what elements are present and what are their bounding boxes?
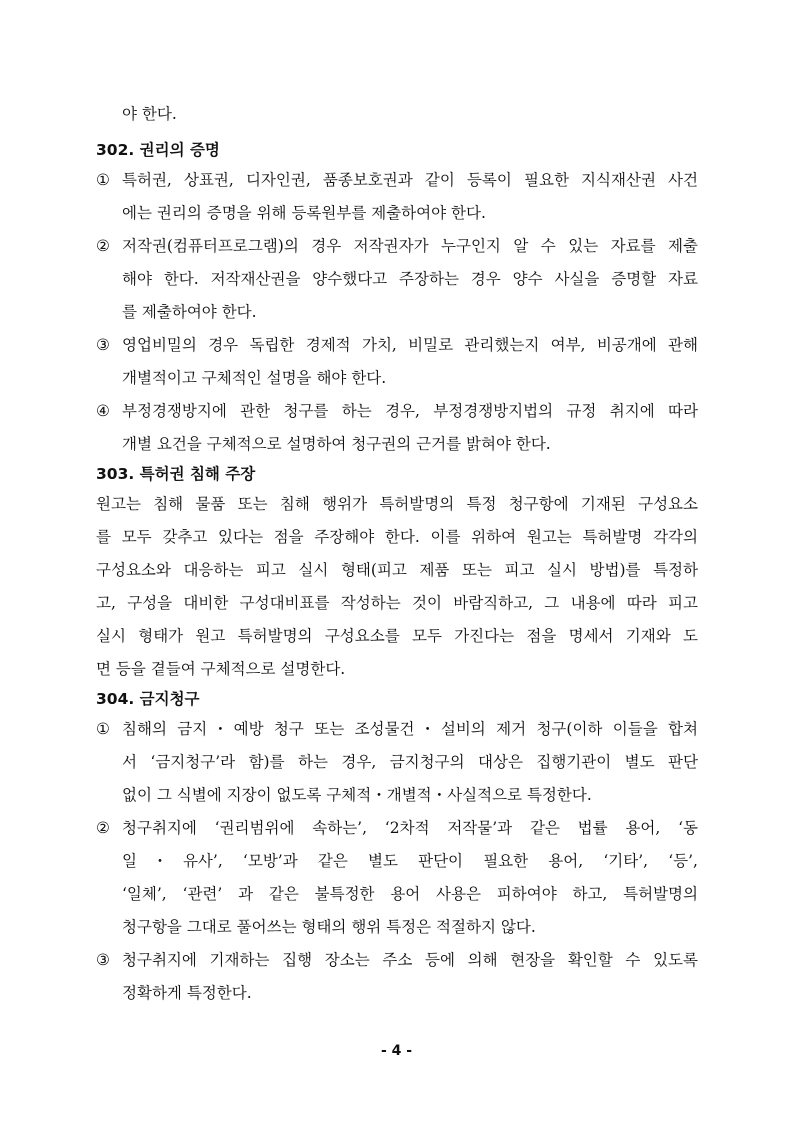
text-line: 개별적이고 구체적인 설명을 해야 한다. xyxy=(122,369,387,387)
text-line: 해야 한다. 저작재산권을 양수했다고 주장하는 경우 양수 사실을 증명할 자료 xyxy=(122,270,698,288)
text-line: 저작권(컴퓨터프로그램)의 경우 저작권자가 누구인지 알 수 있는 자료를 제출 xyxy=(122,237,698,255)
text-line: 청구항을 그대로 풀어쓰는 형태의 행위 특정은 적절하지 않다. xyxy=(122,918,536,936)
list-number: ④ xyxy=(96,402,110,420)
list-number: ② xyxy=(96,819,110,837)
list-number: ③ xyxy=(96,951,110,969)
list-number: ① xyxy=(96,171,110,189)
text-line: 영업비밀의 경우 독립한 경제적 가치, 비밀로 관리했는지 여부, 비공개에 관해 xyxy=(122,336,698,354)
text-line: 원고는 침해 물품 또는 침해 행위가 특허발명의 특정 청구항에 기재된 구성요소 xyxy=(96,495,698,513)
page-number: - 4 - xyxy=(380,1043,413,1059)
text-line: 를 제출하여야 한다. xyxy=(122,303,257,321)
text-line: 를 모두 갖추고 있다는 점을 주장해야 한다. 이를 위하여 원고는 특허발명 각각의 xyxy=(96,528,698,546)
section-heading-303: 303. 특허권 침해 주장 xyxy=(96,465,256,483)
text-line: 실시 형태가 원고 특허발명의 구성요소를 모두 가진다는 점을 명세서 기재와 도 xyxy=(96,627,698,645)
text-line: 면 등을 곁들여 구체적으로 설명한다. xyxy=(96,660,346,678)
list-number: ① xyxy=(96,720,110,738)
text-line: 침해의 금지・예방 청구 또는 조성물건・설비의 제거 청구(이하 이들을 합쳐 xyxy=(122,720,698,738)
list-item xyxy=(96,230,698,263)
text-line: 서 ‘금지청구’라 함)를 하는 경우, 금지청구의 대상은 집행기관이 별도 판단 xyxy=(122,753,698,771)
list-item xyxy=(96,164,698,197)
text-line: 개별 요건을 구체적으로 설명하여 청구권의 근거를 밝혀야 한다. xyxy=(122,435,551,453)
list-item xyxy=(96,944,698,977)
text-line: 야 한다. xyxy=(122,105,177,123)
list-item xyxy=(96,395,698,428)
section-heading-304: 304. 금지청구 xyxy=(96,690,200,708)
text-line: 구성요소와 대응하는 피고 실시 형태(피고 제품 또는 피고 실시 방법)를 특정하 xyxy=(96,561,698,579)
list-item xyxy=(96,812,698,845)
text-line: 특허권, 상표권, 디자인권, 품종보호권과 같이 등록이 필요한 지식재산권 사건 xyxy=(122,171,698,189)
text-line: 청구취지에 기재하는 집행 장소는 주소 등에 의해 현장을 확인할 수 있도록 xyxy=(122,951,698,969)
list-item xyxy=(96,713,698,746)
text-line: 고, 구성을 대비한 구성대비표를 작성하는 것이 바람직하고, 그 내용에 따라 피고 xyxy=(96,594,698,612)
text-line: 부정경쟁방지에 관한 청구를 하는 경우, 부정경쟁방지법의 규정 취지에 따라 xyxy=(122,402,698,420)
text-line: ‘일체’, ‘관련’ 과 같은 불특정한 용어 사용은 피하여야 하고, 특허발명의 xyxy=(122,885,698,903)
section-heading-302: 302. 권리의 증명 xyxy=(96,141,220,159)
list-number: ② xyxy=(96,237,110,255)
text-line: 청구취지에 ‘권리범위에 속하는’, ‘2차적 저작물’과 같은 법률 용어, ‘동 xyxy=(122,819,698,837)
text-line: 없이 그 식별에 지장이 없도록 구체적・개별적・사실적으로 특정한다. xyxy=(122,786,592,804)
text-line: 정확하게 특정한다. xyxy=(122,984,252,1002)
list-item xyxy=(96,329,698,362)
list-number: ③ xyxy=(96,336,110,354)
text-line: 에는 권리의 증명을 위해 등록원부를 제출하여야 한다. xyxy=(122,204,486,222)
text-line: 일・유사’, ‘모방’과 같은 별도 판단이 필요한 용어, ‘기타’, ‘등’, xyxy=(122,852,698,870)
